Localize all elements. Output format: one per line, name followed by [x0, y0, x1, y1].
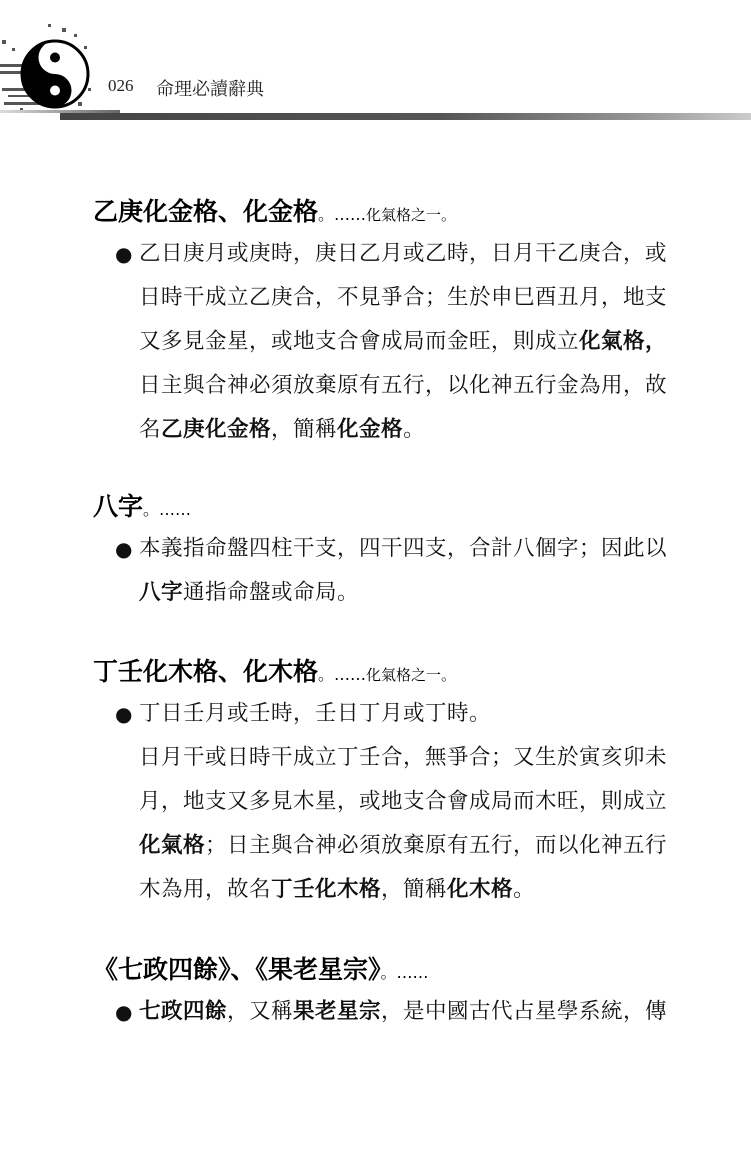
- entry-definition: [115, 527, 669, 615]
- bullet-icon: ●: [115, 702, 133, 726]
- definition-line: 月，地支又多見木星，或地支合會成局而木旺，則成立: [139, 789, 668, 814]
- book-title: 命理必讀辭典: [156, 79, 264, 100]
- definition-line: 七政四餘，又稱果老星宗，是中國古代占星學系統，傳: [139, 999, 668, 1024]
- definition-line: 本義指命盤四柱干支，四干四支，合計八個字；因此以: [139, 536, 668, 561]
- yin-yang-icon: [0, 18, 110, 118]
- bullet-icon: ●: [115, 537, 133, 561]
- entry-term: 《七政四餘》、《果老星宗》。……: [93, 955, 429, 984]
- dictionary-entry: [93, 192, 693, 452]
- entry-term: 八字。……: [93, 492, 192, 521]
- entry-term: 乙庚化金格、化金格。……化氣格之一。: [93, 197, 457, 226]
- header-rule: [60, 113, 751, 120]
- definition-line: 乙日庚月或庚時，庚日乙月或乙時，日月干乙庚合，或: [139, 241, 668, 266]
- definition-line: 丁日壬月或壬時，壬日丁月或丁時。: [139, 701, 492, 726]
- definition-line: 名乙庚化金格，簡稱化金格。: [139, 417, 426, 442]
- entry-note: 化氣格之一。: [366, 666, 457, 684]
- definition-line: 木為用，故名丁壬化木格，簡稱化木格。: [139, 877, 536, 902]
- definition-line: 化氣格；日主與合神必須放棄原有五行，而以化神五行: [139, 833, 668, 858]
- entry-definition: [115, 990, 669, 1034]
- definition-line: 日時干成立乙庚合，不見爭合；生於申巳酉丑月，地支: [139, 285, 668, 310]
- entry-definition: [115, 692, 669, 912]
- dictionary-entry: [93, 950, 693, 1034]
- definition-line: 日主與合神必須放棄原有五行，以化神五行金為用，故: [139, 373, 668, 398]
- bullet-icon: ●: [115, 1000, 133, 1024]
- entry-term: 丁壬化木格、化木格。……化氣格之一。: [93, 657, 457, 686]
- bullet-icon: ●: [115, 242, 133, 266]
- entry-note: 化氣格之一。: [366, 206, 457, 224]
- dictionary-entry: [93, 652, 693, 912]
- definition-line: 日月干或日時干成立丁壬合，無爭合；又生於寅亥卯未: [139, 745, 668, 770]
- entry-definition: [115, 232, 669, 452]
- definition-line: 又多見金星，或地支合會成局而金旺，則成立化氣格，: [139, 329, 668, 354]
- definition-line: 八字通指命盤或命局。: [139, 580, 360, 605]
- page-header: [0, 0, 751, 130]
- page-number: 026: [108, 76, 134, 95]
- dictionary-entry: [93, 487, 693, 615]
